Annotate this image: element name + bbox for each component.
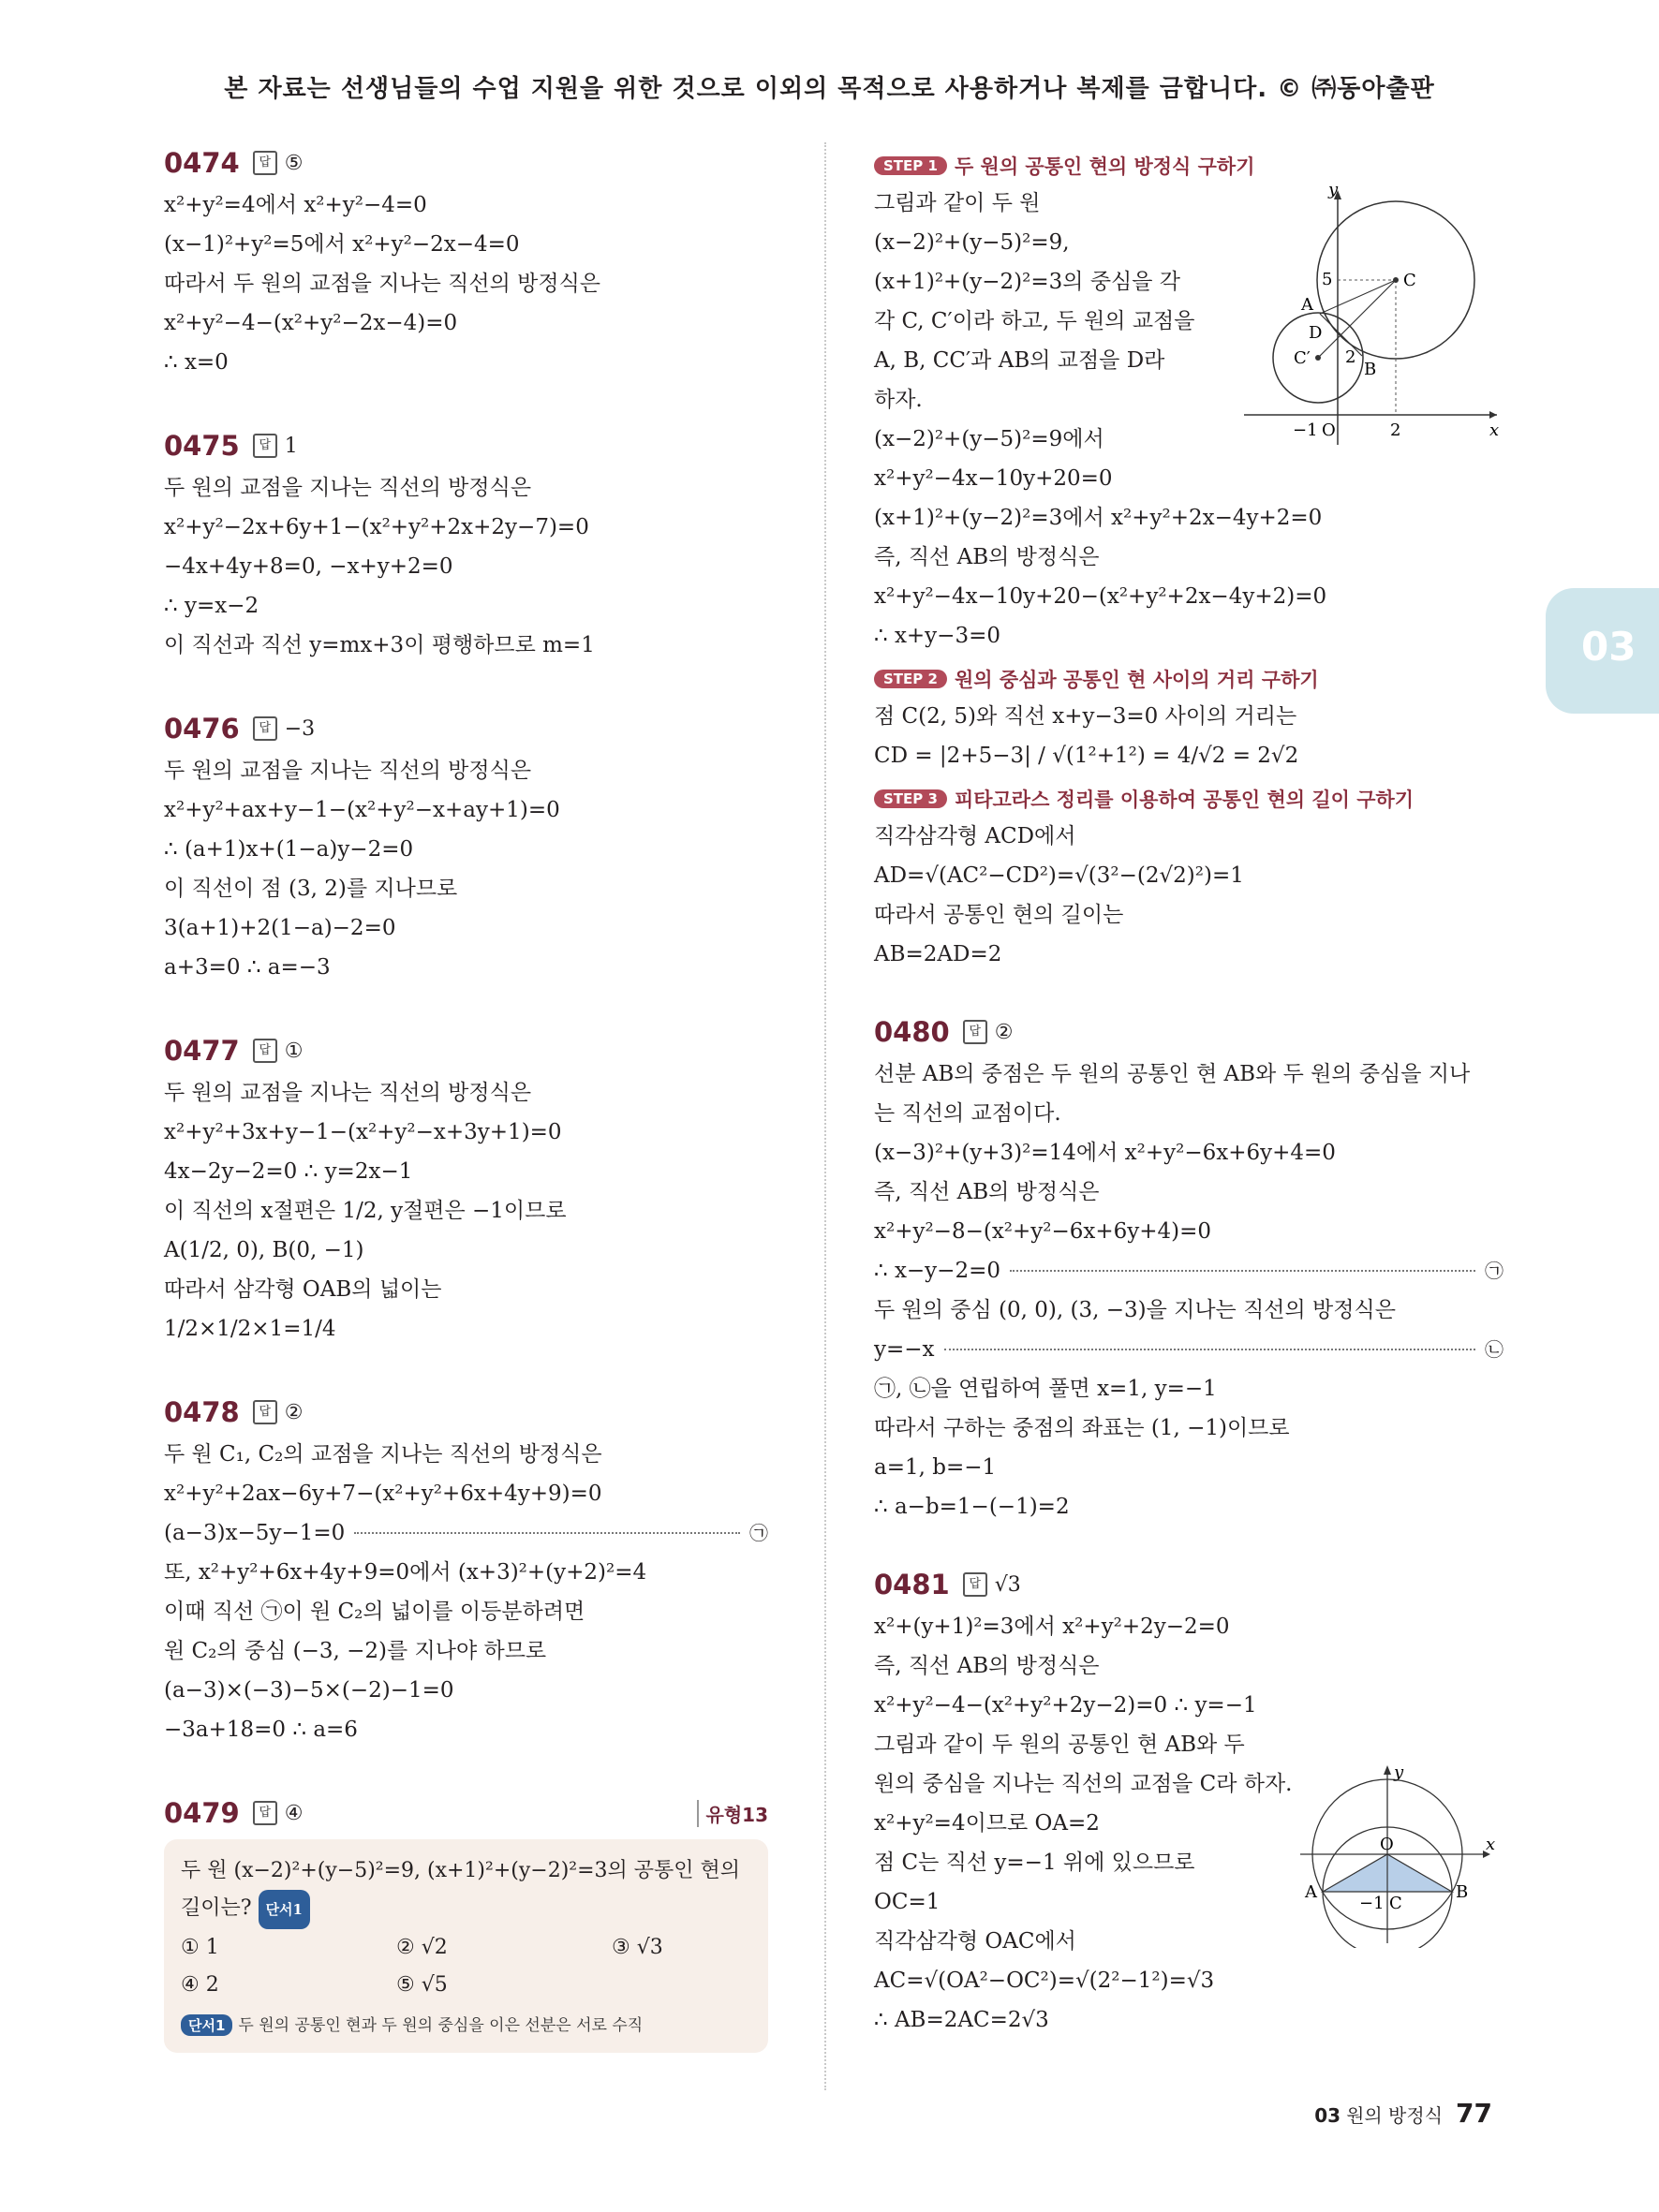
solution-line: 원의 중심을 지나는 직선의 교점을 C라 하자. — [874, 1772, 1293, 1796]
answer-badge: 답 — [253, 1400, 277, 1424]
label: C — [1389, 1894, 1402, 1913]
answer: ② — [994, 1020, 1014, 1044]
hint-text: 두 원의 공통인 현과 두 원의 중심을 이은 선분은 서로 수직 — [238, 2016, 644, 2035]
label: B — [1456, 1882, 1469, 1902]
choice: ④ 2 — [181, 1973, 219, 1997]
answer: ⑤ — [284, 151, 304, 175]
solution-line: x²+y²−2x+6y+1−(x²+y²+2x+2y−7)=0 — [164, 515, 589, 539]
solution-line: 하자. — [874, 388, 923, 412]
step-3 — [874, 781, 1503, 817]
label: O — [1322, 420, 1336, 440]
solution-line: 두 원의 중심 (0, 0), (3, −3)을 지나는 직선의 방정식은 — [874, 1298, 1396, 1322]
solution-line: x²+y²−8−(x²+y²−6x+6y+4)=0 — [874, 1219, 1212, 1244]
solution-line: x²+y²+2ax−6y+7−(x²+y²+6x+4y+9)=0 — [164, 1482, 602, 1506]
solution-line: 이 직선이 점 (3, 2)를 지나므로 — [164, 877, 458, 901]
label: 2 — [1345, 347, 1356, 367]
solution-line: (x−2)²+(y−5)²=9, — [874, 230, 1070, 255]
solution-line: ∴ y=x−2 — [164, 594, 259, 618]
page-number: 77 — [1456, 2098, 1492, 2129]
label: B — [1364, 360, 1377, 379]
circled-mark: ㉠ — [1485, 1260, 1503, 1282]
label: y — [1328, 183, 1339, 199]
solution-line: 점 C는 직선 y=−1 위에 있으므로 — [874, 1851, 1195, 1875]
equation: ∴ x−y−2=0 — [874, 1259, 1000, 1283]
dot-leader — [944, 1349, 1475, 1350]
solution-line: 따라서 구하는 중점의 좌표는 (1, −1)이므로 — [874, 1416, 1290, 1440]
label: O — [1380, 1835, 1394, 1854]
step-title: 원의 중심과 공통인 현 사이의 거리 구하기 — [954, 669, 1319, 691]
copyright-notice: 본 자료는 선생님들의 수업 지원을 위한 것으로 이외의 목적으로 사용하거나 복제를 금합니다. © ㈜동아출판 — [224, 75, 1435, 103]
solution-line: 그림과 같이 두 원 — [874, 191, 1041, 215]
footer-chapter-number: 03 — [1314, 2104, 1341, 2127]
type-tag: 유형13 — [697, 1800, 768, 1827]
solution-line: (x−2)²+(y−5)²=9에서 — [874, 427, 1104, 451]
solution-line: OC=1 — [874, 1890, 941, 1914]
problem-number: 0478 — [164, 1396, 240, 1428]
solution-line: x²+y²+3x+y−1−(x²+y²−x+3y+1)=0 — [164, 1120, 562, 1144]
step-pill: STEP 3 — [874, 789, 947, 808]
solution-line: −4x+4y+8=0, −x+y+2=0 — [164, 554, 453, 579]
choice: ② √2 — [396, 1936, 448, 1959]
solution-line: a+3=0 ∴ a=−3 — [164, 955, 331, 980]
solution-line: −3a+18=0 ∴ a=6 — [164, 1718, 358, 1742]
chapter-tab-number: 03 — [1581, 624, 1637, 670]
label: −1 — [1359, 1894, 1385, 1913]
question-line: 두 원 (x−2)²+(y−5)²=9, (x+1)²+(y−2)²=3의 공통인 현의 — [181, 1859, 741, 1882]
step-title: 두 원의 공통인 현의 방정식 구하기 — [954, 155, 1255, 178]
solution-line: ∴ x=0 — [164, 350, 229, 375]
label: 5 — [1322, 270, 1333, 289]
choices — [181, 1929, 751, 2004]
dot-leader — [354, 1532, 740, 1534]
problem-number: 0476 — [164, 713, 240, 745]
answer: √3 — [994, 1572, 1021, 1597]
chapter-tab — [1546, 588, 1659, 714]
solution-line: 그림과 같이 두 원의 공통인 현 AB와 두 — [874, 1733, 1245, 1757]
solution-line: 두 원의 교점을 지나는 직선의 방정식은 — [164, 476, 532, 500]
problem-number: 0480 — [874, 1016, 950, 1048]
solution-line: (x+1)²+(y−2)²=3의 중심을 각 — [874, 270, 1180, 294]
answer-badge: 답 — [253, 434, 277, 458]
solution-line-marked — [874, 1251, 1503, 1290]
solution-line: 원 C₂의 중심 (−3, −2)를 지나야 하므로 — [164, 1639, 547, 1663]
solution-line: x²+y²−4−(x²+y²+2y−2)=0 ∴ y=−1 — [874, 1693, 1257, 1718]
solution-line: x²+y²−4x−10y+20−(x²+y²+2x−4y+2)=0 — [874, 584, 1327, 609]
answer-badge: 답 — [253, 1039, 277, 1063]
solution-line: 두 원의 교점을 지나는 직선의 방정식은 — [164, 759, 532, 783]
solution-line-marked — [164, 1513, 768, 1553]
answer-badge: 답 — [253, 151, 277, 175]
solution-line: A(1/2, 0), B(0, −1) — [164, 1238, 364, 1262]
problem-0480 — [874, 1011, 1503, 1526]
step-pill: STEP 1 — [874, 156, 947, 175]
solution-line: 따라서 두 원의 교점을 지나는 직선의 방정식은 — [164, 272, 601, 296]
solution-line: 이 직선과 직선 y=mx+3이 평행하므로 m=1 — [164, 633, 595, 657]
hint — [181, 2012, 751, 2036]
answer: ① — [284, 1039, 304, 1063]
answer: ④ — [284, 1801, 304, 1825]
solution-line: 이때 직선 ㉠이 원 C₂의 넓이를 이등분하려면 — [164, 1600, 585, 1624]
solution-line: 직각삼각형 ACD에서 — [874, 824, 1076, 848]
question-box — [164, 1839, 768, 2053]
solution-line: 이 직선의 x절편은 1/2, y절편은 −1이므로 — [164, 1199, 567, 1223]
step-pill: STEP 2 — [874, 670, 947, 688]
label: A — [1305, 1882, 1317, 1902]
solution-line: (a−3)×(−3)−5×(−2)−1=0 — [164, 1678, 454, 1703]
point-c-prime — [1315, 355, 1321, 361]
solution-line: 각 C, C′이라 하고, 두 원의 교점을 — [874, 309, 1195, 333]
solution-line: 3(a+1)+2(1−a)−2=0 — [164, 916, 396, 940]
solution-line: 선분 AB의 중점은 두 원의 공통인 현 AB와 두 원의 중심을 지나 — [874, 1062, 1471, 1086]
label: C′ — [1294, 348, 1311, 368]
solution-line: CD = |2+5−3| / √(1²+1²) = 4/√2 = 2√2 — [874, 744, 1299, 768]
problem-0479 — [164, 1792, 768, 2053]
solution-line: x²+y²+ax+y−1−(x²+y²−x+ay+1)=0 — [164, 798, 560, 822]
dot-leader — [1010, 1270, 1475, 1272]
problem-0475 — [164, 425, 768, 665]
equation: y=−x — [874, 1337, 935, 1362]
y-axis-arrow — [1384, 1765, 1391, 1775]
solution-line: x²+y²=4이므로 OA=2 — [874, 1811, 1100, 1836]
label: −1 — [1293, 420, 1318, 440]
hint-pill: 단서1 — [181, 2014, 232, 2036]
circled-mark: ㉡ — [1485, 1338, 1503, 1361]
label: C — [1403, 271, 1416, 290]
page-footer — [1314, 2098, 1492, 2129]
solution-line: a=1, b=−1 — [874, 1455, 997, 1480]
column-divider — [824, 142, 826, 2090]
step-2 — [874, 661, 1503, 697]
choice: ⑤ √5 — [396, 1973, 448, 1997]
problem-0476 — [164, 708, 768, 987]
label: D — [1309, 323, 1323, 343]
point-c — [1393, 277, 1399, 283]
problem-number: 0481 — [874, 1569, 950, 1600]
solution-line: ㉠, ㉡을 연립하여 풀면 x=1, y=−1 — [874, 1377, 1217, 1401]
solution-line: x²+y²−4−(x²+y²−2x−4)=0 — [164, 311, 458, 335]
segment-cc-prime — [1318, 280, 1396, 358]
answer: 1 — [284, 434, 298, 458]
solution-line: 또, x²+y²+6x+4y+9=0에서 (x+3)²+(y+2)²=4 — [164, 1560, 647, 1585]
answer-badge: 답 — [963, 1020, 987, 1044]
equation: (a−3)x−5y−1=0 — [164, 1521, 346, 1545]
solution-line: 점 C(2, 5)와 직선 x+y−3=0 사이의 거리는 — [874, 704, 1297, 729]
solution-line: x²+y²−4x−10y+20=0 — [874, 466, 1113, 491]
label: x — [1489, 420, 1500, 440]
solution-line: 두 원의 교점을 지나는 직선의 방정식은 — [164, 1081, 532, 1105]
question-line-2 — [181, 1890, 751, 1929]
solution-line: AC=√(OA²−OC²)=√(2²−1²)=√3 — [874, 1969, 1215, 1993]
problem-0478 — [164, 1392, 768, 1749]
problem-number: 0477 — [164, 1035, 240, 1067]
solution-line: 따라서 공통인 현의 길이는 — [874, 903, 1124, 927]
solution-line: ∴ AB=2AC=2√3 — [874, 2008, 1049, 2032]
solution-line: 4x−2y−2=0 ∴ y=2x−1 — [164, 1159, 413, 1184]
problem-number: 0474 — [164, 147, 240, 179]
two-circles-figure — [1235, 183, 1502, 450]
question-text: 길이는? — [181, 1896, 252, 1920]
solution-line: ∴ a−b=1−(−1)=2 — [874, 1495, 1070, 1519]
left-column — [164, 142, 768, 2096]
answer: −3 — [284, 716, 316, 741]
solution-line: (x+1)²+(y−2)²=3에서 x²+y²+2x−4y+2=0 — [874, 506, 1323, 530]
step-title: 피타고라스 정리를 이용하여 공통인 현의 길이 구하기 — [954, 789, 1415, 811]
footer-chapter-title: 원의 방정식 — [1346, 2104, 1444, 2127]
answer: ② — [284, 1400, 304, 1424]
solution-line: 즉, 직선 AB의 방정식은 — [874, 545, 1100, 569]
label: A — [1301, 295, 1313, 315]
common-chord-figure — [1296, 1761, 1502, 1948]
solution-line: A, B, CC′과 AB의 교점을 D라 — [874, 348, 1165, 373]
problem-number: 0479 — [164, 1797, 240, 1829]
solution-line-marked — [874, 1330, 1503, 1369]
solution-line: (x−3)²+(y+3)²=14에서 x²+y²−6x+6y+4=0 — [874, 1141, 1336, 1165]
answer-badge: 답 — [253, 716, 277, 741]
solution-line: 즉, 직선 AB의 방정식은 — [874, 1654, 1100, 1678]
label: y — [1394, 1762, 1404, 1782]
solution-line: 1/2×1/2×1=1/4 — [164, 1317, 336, 1341]
label: x — [1486, 1835, 1496, 1854]
solution-line: ∴ x+y−3=0 — [874, 624, 1000, 648]
solution-line: 직각삼각형 OAC에서 — [874, 1929, 1076, 1954]
solution-line: 두 원 C₁, C₂의 교점을 지나는 직선의 방정식은 — [164, 1442, 602, 1467]
step-1 — [874, 148, 1503, 184]
solution-line: x²+(y+1)²=3에서 x²+y²+2y−2=0 — [874, 1615, 1230, 1639]
circled-mark: ㉠ — [749, 1522, 768, 1544]
solution-line: ∴ (a+1)x+(1−a)y−2=0 — [164, 837, 414, 862]
solution-line: (x−1)²+y²=5에서 x²+y²−2x−4=0 — [164, 232, 520, 257]
answer-badge: 답 — [253, 1801, 277, 1825]
solution-line: 는 직선의 교점이다. — [874, 1101, 1061, 1126]
solution-line: AD=√(AC²−CD²)=√(3²−(2√2)²)=1 — [874, 863, 1244, 888]
solution-line: AB=2AD=2 — [874, 942, 1002, 966]
problem-0474 — [164, 142, 768, 382]
hint-pill-inline: 단서1 — [259, 1890, 310, 1929]
solution-line: x²+y²=4에서 x²+y²−4=0 — [164, 193, 427, 217]
choice: ③ √3 — [612, 1936, 663, 1959]
label: 2 — [1390, 420, 1401, 440]
problem-number: 0475 — [164, 430, 240, 462]
x-axis-arrow — [1489, 411, 1497, 419]
choice: ① 1 — [181, 1936, 219, 1959]
solution-line: 따라서 삼각형 OAB의 넓이는 — [164, 1277, 442, 1302]
solution-line: 즉, 직선 AB의 방정식은 — [874, 1180, 1100, 1204]
problem-0477 — [164, 1030, 768, 1349]
answer-badge: 답 — [963, 1572, 987, 1597]
